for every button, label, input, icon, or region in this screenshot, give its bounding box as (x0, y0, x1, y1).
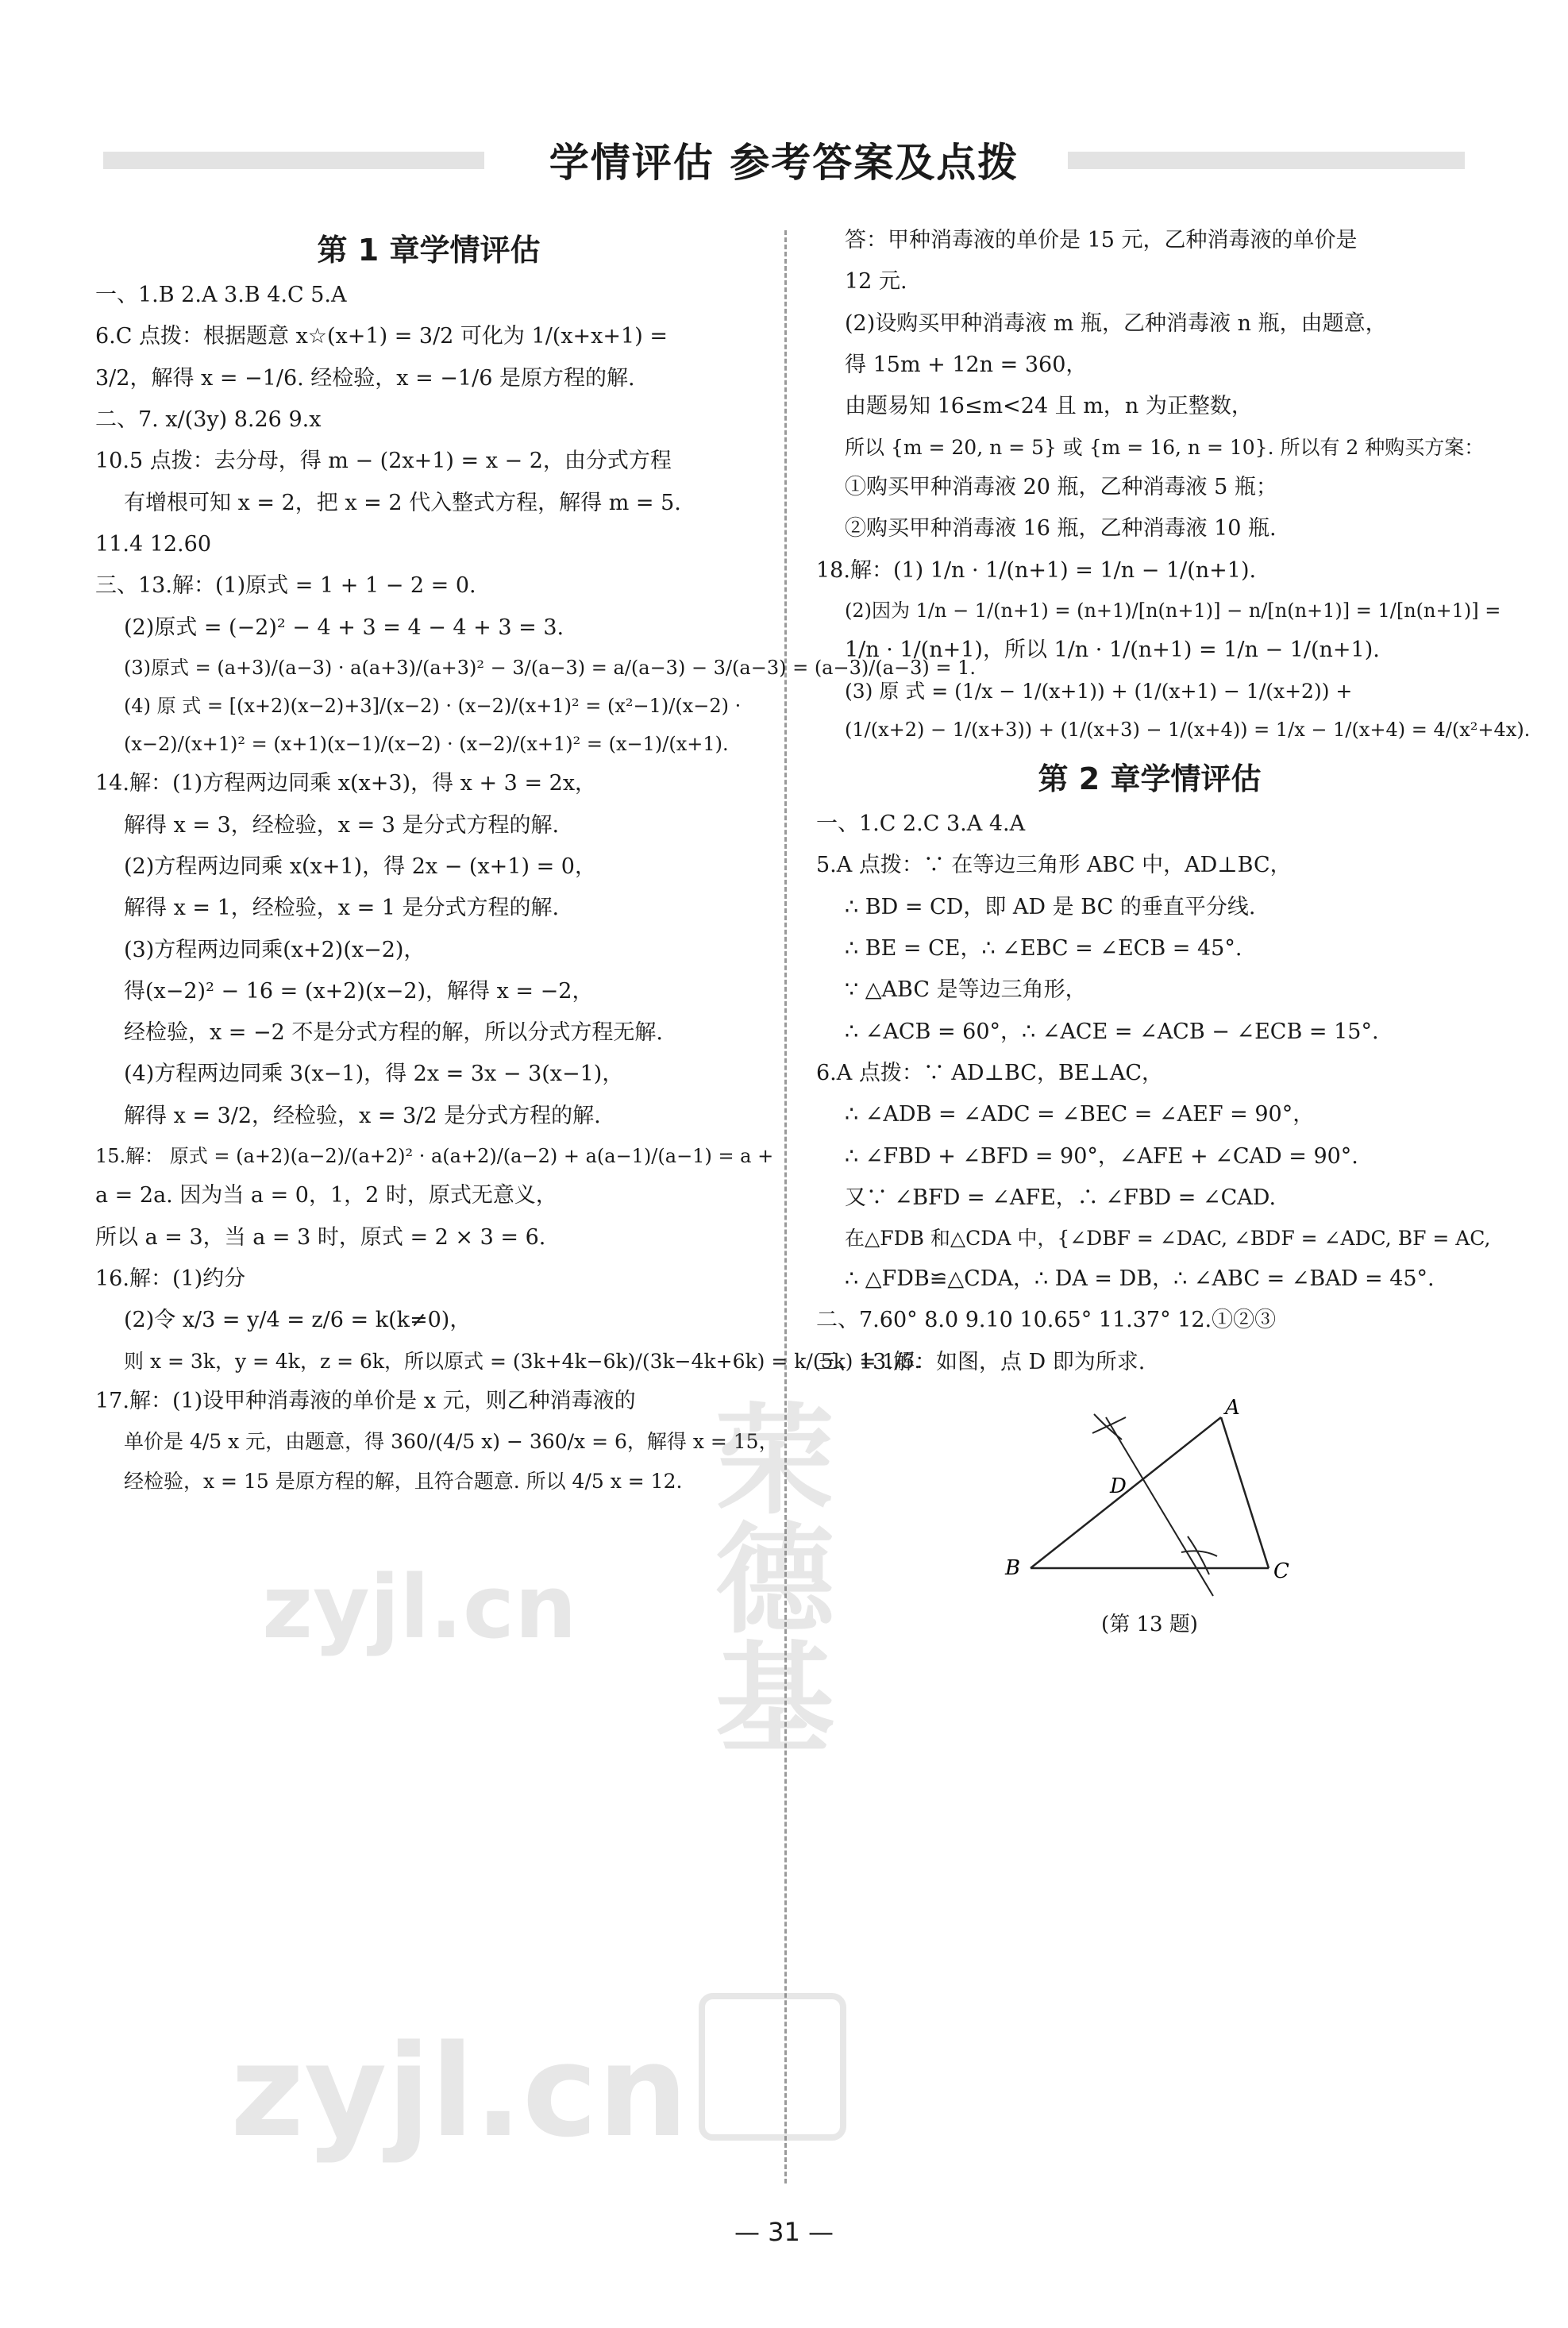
vertex-label-a: A (1225, 1395, 1240, 1420)
watermark-text: zyjl.cn (262, 1556, 577, 1658)
answer-line: 解得 x = 3，经检验，x = 3 是分式方程的解. (124, 812, 560, 838)
point-label-d: D (1110, 1474, 1127, 1498)
answer-line: 经检验，x = −2 不是分式方程的解，所以分式方程无解. (124, 1020, 663, 1046)
answer-line: 17.解：(1)设甲种消毒液的单价是 x 元，则乙种消毒液的 (95, 1389, 636, 1414)
answer-line: 得(x−2)² − 16 = (x+2)(x−2)，解得 x = −2， (124, 978, 594, 1004)
answer-line: 15.解： 原式 = (a+2)(a−2)/(a+2)² · a(a+2)/(a−2) + a(a−1)/(a−1) = a + (95, 1145, 774, 1168)
answer-line: 解得 x = 3/2，经检验，x = 3/2 是分式方程的解. (124, 1103, 601, 1128)
answer-line: (3)原式 = (a+3)/(a−3) · a(a+3)/(a+3)² − 3/(a−3) = a/(a−3) − 3/(a−3) = (a−3)/(a−3) = 1. (124, 656, 977, 679)
answer-line: 所以 {m = 20, n = 5} 或 {m = 16, n = 10}. 所以有 2 种购买方案： (845, 435, 1485, 459)
answer-line: 三、13.解：如图，点 D 即为所求. (816, 1349, 1146, 1374)
answer-line: (1/(x+2) − 1/(x+3)) + (1/(x+3) − 1/(x+4)) = 1/x − 1/(x+4) = 4/(x²+4x). (845, 719, 1531, 742)
answer-line: 解得 x = 1，经检验，x = 1 是分式方程的解. (124, 896, 560, 921)
answer-line: 6.C 点拨：根据题意 x☆(x+1) = 3/2 可化为 1/(x+x+1) = (95, 324, 668, 349)
figure-caption: (第 13 题) (1101, 1612, 1198, 1636)
answer-line: (3) 原 式 = (1/x − 1/(x+1)) + (1/(x+1) − 1/(x+2)) + (845, 679, 1353, 703)
answer-line: (2)原式 = (−2)² − 4 + 3 = 4 − 4 + 3 = 3. (124, 615, 564, 640)
figure-q13 (816, 1393, 1483, 1637)
answer-line: 一、1.C 2.C 3.A 4.A (816, 811, 1026, 837)
answer-line: 18.解：(1) 1/n · 1/(n+1) = 1/n − 1/(n+1). (816, 557, 1257, 583)
answer-line: 在△FDB 和△CDA 中，{∠DBF = ∠DAC, ∠BDF = ∠ADC, BF = AC, (845, 1227, 1491, 1251)
answer-line: 单价是 4/5 x 元，由题意，得 360/(4/5 x) − 360/x = 6，解得 x = 15， (124, 1430, 779, 1454)
answer-line: ∵ △ABC 是等边三角形， (845, 977, 1087, 1003)
answer-line: 3/2，解得 x = −1/6. 经检验，x = −1/6 是原方程的解. (95, 365, 635, 391)
answer-line: ∴ ∠ACB = 60°，∴ ∠ACE = ∠ACB − ∠ECB = 15°. (845, 1019, 1379, 1044)
answer-line: 答：甲种消毒液的单价是 15 元，乙种消毒液的单价是 (845, 228, 1358, 252)
page-title: 学情评估 参考答案及点拨 (549, 140, 1019, 186)
answer-line: ∴ BD = CD，即 AD 是 BC 的垂直平分线. (845, 894, 1256, 919)
answer-line: 则 x = 3k，y = 4k，z = 6k，所以原式 = (3k+4k−6k)/(3k−4k+6k) = k/(5k) = 1/5. (124, 1349, 921, 1373)
page-number: — 31 — (734, 2217, 834, 2247)
answer-line: 14.解：(1)方程两边同乘 x(x+3)，得 x + 3 = 2x， (95, 771, 597, 796)
answer-line: 11.4 12.60 (95, 531, 211, 557)
answer-line: 有增根可知 x = 2，把 x = 2 代入整式方程，解得 m = 5. (124, 490, 681, 515)
answer-line: ①购买甲种消毒液 20 瓶，乙种消毒液 5 瓶； (845, 475, 1277, 500)
answer-line: (4)方程两边同乘 3(x−1)，得 2x = 3x − 3(x−1)， (124, 1062, 624, 1087)
answer-line: (2)令 x/3 = y/4 = z/6 = k(k≠0)， (124, 1308, 472, 1333)
answer-line: 10.5 点拨：去分母，得 m − (2x+1) = x − 2，由分式方程 (95, 449, 672, 474)
answer-line: 5.A 点拨：∵ 在等边三角形 ABC 中，AD⊥BC， (816, 853, 1292, 878)
watermark-text: zyjl.cn (230, 2017, 688, 2165)
answer-line: (2)因为 1/n − 1/(n+1) = (n+1)/[n(n+1)] − n/[n(n+1)] = 1/[n(n+1)] = (845, 599, 1501, 622)
chapter2-title: 第 2 章学情评估 (1038, 761, 1262, 797)
answer-line: (3)方程两边同乘(x+2)(x−2)， (124, 937, 426, 962)
answer-line: 二、7. x/(3y) 8.26 9.x (95, 407, 322, 432)
answer-line: 16.解：(1)约分 (95, 1266, 246, 1291)
answer-line: 6.A 点拨：∵ AD⊥BC，BE⊥AC， (816, 1061, 1164, 1086)
vertex-label-c: C (1273, 1559, 1289, 1583)
right-column (816, 225, 1531, 1637)
answer-line: (x−2)/(x+1)² = (x+1)(x−1)/(x−2) · (x−2)/(x+1)² = (x−1)/(x+1). (124, 733, 729, 756)
answer-line: 得 15m + 12n = 360， (845, 352, 1088, 377)
answer-line: 又∵ ∠BFD = ∠AFE，∴ ∠FBD = ∠CAD. (845, 1185, 1277, 1211)
answer-line: 1/n · 1/(n+1)，所以 1/n · 1/(n+1) = 1/n − 1/(n+1). (845, 638, 1380, 663)
answer-line: ∴ △FDB≌△CDA，∴ DA = DB，∴ ∠ABC = ∠BAD = 45°. (845, 1266, 1435, 1291)
answer-line: ∴ BE = CE，∴ ∠EBC = ∠ECB = 45°. (845, 936, 1242, 962)
answer-line: 三、13.解：(1)原式 = 1 + 1 − 2 = 0. (95, 573, 476, 599)
answer-line: 一、1.B 2.A 3.B 4.C 5.A (95, 283, 347, 307)
answer-line: 12 元. (845, 269, 907, 295)
answer-line: ∴ ∠ADB = ∠ADC = ∠BEC = ∠AEF = 90°， (845, 1102, 1315, 1127)
column-divider (784, 230, 787, 2183)
answer-line: 所以 a = 3，当 a = 3 时，原式 = 2 × 3 = 6. (95, 1224, 546, 1250)
answer-line: ②购买甲种消毒液 16 瓶，乙种消毒液 10 瓶. (845, 516, 1277, 542)
chapter1-title: 第 1 章学情评估 (317, 233, 541, 268)
triangle-construction-diagram (983, 1393, 1316, 1600)
answer-line: a = 2a. 因为当 a = 0，1，2 时，原式无意义， (95, 1183, 557, 1208)
answer-line: 由题易知 16≤m<24 且 m，n 为正整数， (845, 394, 1253, 419)
answer-line: (2)方程两边同乘 x(x+1)，得 2x − (x+1) = 0， (124, 854, 596, 879)
answer-line: ∴ ∠FBD + ∠BFD = 90°，∠AFE + ∠CAD = 90°. (845, 1143, 1358, 1169)
answer-line: 经检验，x = 15 是原方程的解，且符合题意. 所以 4/5 x = 12. (124, 1469, 683, 1493)
answer-line: (2)设购买甲种消毒液 m 瓶，乙种消毒液 n 瓶，由题意， (845, 310, 1387, 336)
watermark-vertical: 荣德基 (695, 1397, 833, 1755)
answer-line: (4) 原 式 = [(x+2)(x−2)+3]/(x−2) · (x−2)/(x+1)² = (x²−1)/(x−2) · (124, 695, 742, 718)
vertex-label-b: B (1005, 1555, 1021, 1580)
answer-line: 二、7.60° 8.0 9.10 10.65° 11.37° 12.①②③ (816, 1308, 1277, 1333)
watermark-seal (699, 1993, 846, 2141)
